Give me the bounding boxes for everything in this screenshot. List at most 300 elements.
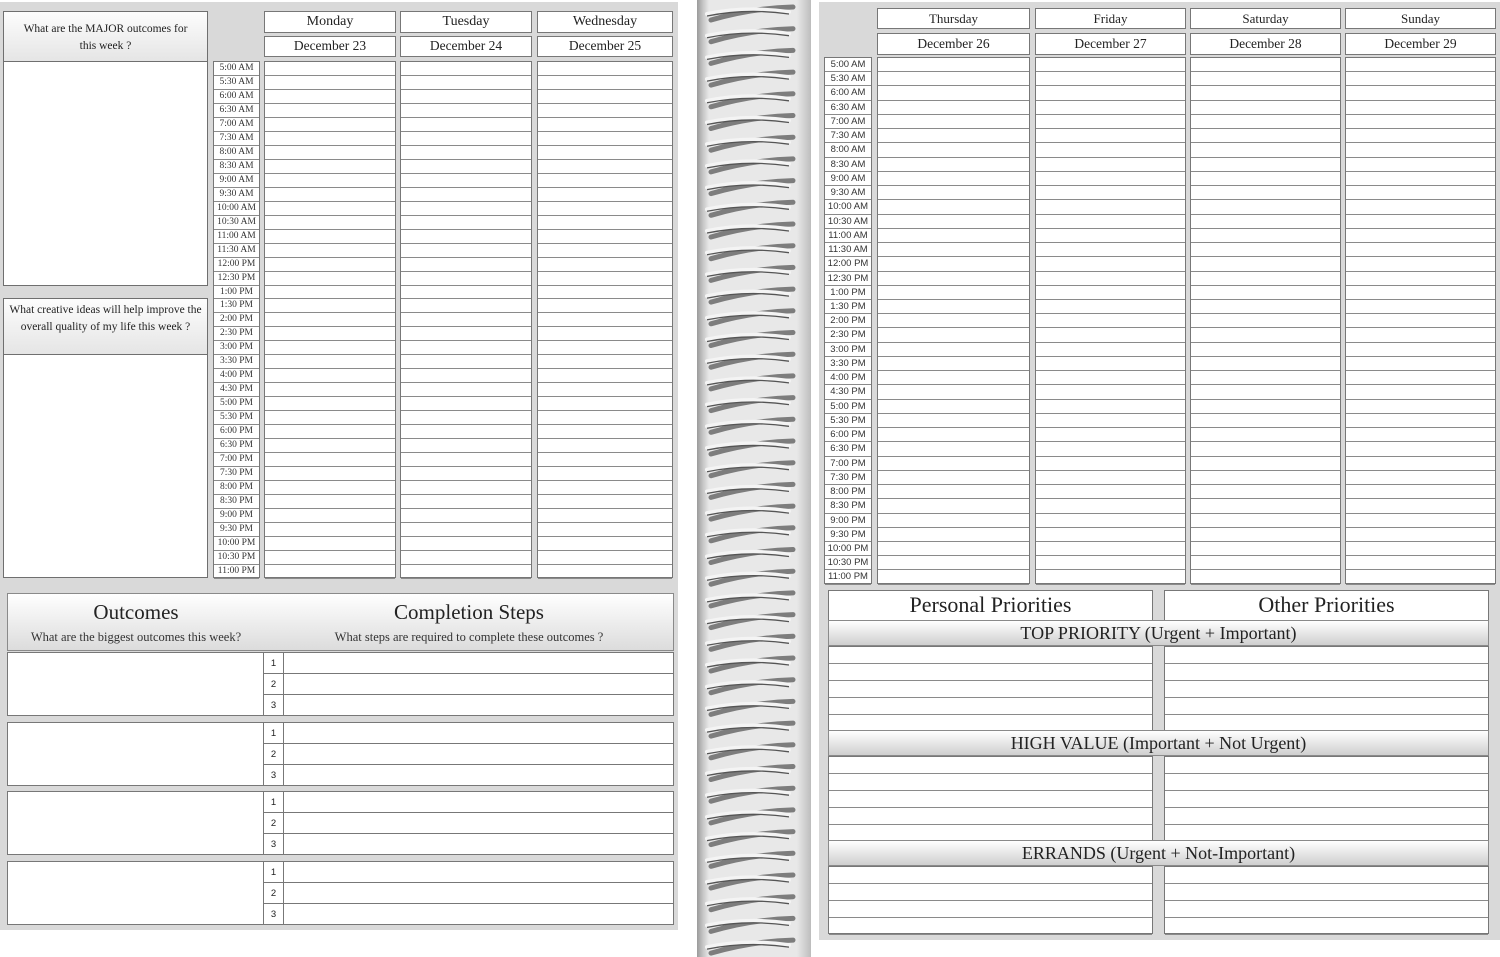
time-slot[interactable] — [1191, 229, 1340, 243]
time-slot[interactable] — [878, 485, 1029, 499]
priority-line[interactable] — [1165, 808, 1488, 825]
time-slot[interactable] — [1036, 300, 1185, 314]
time-slot[interactable] — [1036, 542, 1185, 556]
completion-step-line[interactable] — [284, 862, 673, 883]
time-slot[interactable] — [1346, 58, 1495, 72]
time-slot[interactable] — [1036, 215, 1185, 229]
sunday-schedule-column[interactable] — [1345, 57, 1496, 584]
time-slot[interactable] — [1036, 556, 1185, 570]
time-slot[interactable] — [1036, 457, 1185, 471]
time-slot[interactable] — [1191, 385, 1340, 399]
time-slot[interactable] — [1346, 357, 1495, 371]
time-slot[interactable] — [1346, 143, 1495, 157]
time-slot[interactable] — [401, 258, 531, 272]
time-slot[interactable] — [265, 188, 395, 202]
time-slot[interactable] — [878, 528, 1029, 542]
time-slot[interactable] — [1346, 72, 1495, 86]
time-slot[interactable] — [401, 230, 531, 244]
completion-step-line[interactable] — [284, 744, 673, 765]
time-slot[interactable] — [1346, 570, 1495, 584]
time-slot[interactable] — [265, 313, 395, 327]
time-slot[interactable] — [1346, 243, 1495, 257]
time-slot[interactable] — [401, 272, 531, 286]
time-slot[interactable] — [1036, 243, 1185, 257]
time-slot[interactable] — [878, 514, 1029, 528]
time-slot[interactable] — [1191, 101, 1340, 115]
time-slot[interactable] — [1346, 471, 1495, 485]
time-slot[interactable] — [538, 132, 672, 146]
time-slot[interactable] — [878, 200, 1029, 214]
personal-top-priority-lines[interactable] — [828, 646, 1153, 731]
time-slot[interactable] — [538, 467, 672, 481]
time-slot[interactable] — [1191, 485, 1340, 499]
time-slot[interactable] — [401, 299, 531, 313]
time-slot[interactable] — [265, 411, 395, 425]
completion-step-line[interactable] — [284, 813, 673, 834]
time-slot[interactable] — [265, 76, 395, 90]
time-slot[interactable] — [1346, 115, 1495, 129]
time-slot[interactable] — [265, 523, 395, 537]
priority-line[interactable] — [1165, 884, 1488, 901]
time-slot[interactable] — [1346, 385, 1495, 399]
time-slot[interactable] — [1036, 200, 1185, 214]
time-slot[interactable] — [878, 556, 1029, 570]
time-slot[interactable] — [1346, 514, 1495, 528]
time-slot[interactable] — [265, 230, 395, 244]
wednesday-schedule-column[interactable] — [537, 61, 673, 578]
time-slot[interactable] — [878, 328, 1029, 342]
time-slot[interactable] — [538, 202, 672, 216]
time-slot[interactable] — [265, 146, 395, 160]
time-slot[interactable] — [538, 327, 672, 341]
priority-line[interactable] — [829, 698, 1152, 715]
time-slot[interactable] — [878, 101, 1029, 115]
time-slot[interactable] — [1036, 129, 1185, 143]
time-slot[interactable] — [538, 104, 672, 118]
time-slot[interactable] — [538, 160, 672, 174]
time-slot[interactable] — [1191, 272, 1340, 286]
priority-line[interactable] — [1165, 664, 1488, 681]
time-slot[interactable] — [401, 62, 531, 76]
time-slot[interactable] — [265, 244, 395, 258]
outcome-field[interactable] — [8, 723, 264, 785]
completion-step-line[interactable] — [284, 904, 673, 925]
time-slot[interactable] — [1036, 86, 1185, 100]
time-slot[interactable] — [265, 286, 395, 300]
time-slot[interactable] — [1036, 172, 1185, 186]
priority-line[interactable] — [1165, 757, 1488, 774]
time-slot[interactable] — [538, 230, 672, 244]
time-slot[interactable] — [878, 442, 1029, 456]
time-slot[interactable] — [1346, 400, 1495, 414]
time-slot[interactable] — [878, 499, 1029, 513]
time-slot[interactable] — [1346, 371, 1495, 385]
time-slot[interactable] — [265, 509, 395, 523]
time-slot[interactable] — [1191, 570, 1340, 584]
time-slot[interactable] — [538, 341, 672, 355]
other-top-priority-lines[interactable] — [1164, 646, 1489, 731]
completion-step-line[interactable] — [284, 765, 673, 786]
time-slot[interactable] — [1036, 257, 1185, 271]
time-slot[interactable] — [538, 286, 672, 300]
time-slot[interactable] — [1036, 143, 1185, 157]
time-slot[interactable] — [1036, 371, 1185, 385]
time-slot[interactable] — [401, 286, 531, 300]
time-slot[interactable] — [1191, 400, 1340, 414]
time-slot[interactable] — [1346, 186, 1495, 200]
time-slot[interactable] — [1191, 257, 1340, 271]
time-slot[interactable] — [1191, 542, 1340, 556]
time-slot[interactable] — [878, 129, 1029, 143]
time-slot[interactable] — [401, 383, 531, 397]
priority-line[interactable] — [829, 884, 1152, 901]
time-slot[interactable] — [401, 160, 531, 174]
time-slot[interactable] — [1036, 414, 1185, 428]
time-slot[interactable] — [401, 90, 531, 104]
time-slot[interactable] — [401, 523, 531, 537]
time-slot[interactable] — [401, 327, 531, 341]
time-slot[interactable] — [401, 174, 531, 188]
time-slot[interactable] — [265, 397, 395, 411]
time-slot[interactable] — [1036, 442, 1185, 456]
time-slot[interactable] — [1346, 86, 1495, 100]
time-slot[interactable] — [538, 369, 672, 383]
time-slot[interactable] — [1346, 158, 1495, 172]
time-slot[interactable] — [265, 62, 395, 76]
priority-line[interactable] — [829, 681, 1152, 698]
time-slot[interactable] — [265, 565, 395, 579]
time-slot[interactable] — [538, 62, 672, 76]
time-slot[interactable] — [878, 72, 1029, 86]
time-slot[interactable] — [1191, 442, 1340, 456]
time-slot[interactable] — [538, 355, 672, 369]
time-slot[interactable] — [401, 118, 531, 132]
time-slot[interactable] — [1346, 257, 1495, 271]
time-slot[interactable] — [538, 565, 672, 579]
time-slot[interactable] — [538, 453, 672, 467]
time-slot[interactable] — [878, 357, 1029, 371]
time-slot[interactable] — [401, 537, 531, 551]
time-slot[interactable] — [878, 286, 1029, 300]
time-slot[interactable] — [1191, 528, 1340, 542]
time-slot[interactable] — [401, 202, 531, 216]
completion-step-line[interactable] — [284, 723, 673, 744]
time-slot[interactable] — [1191, 343, 1340, 357]
time-slot[interactable] — [1191, 129, 1340, 143]
time-slot[interactable] — [538, 76, 672, 90]
time-slot[interactable] — [265, 383, 395, 397]
time-slot[interactable] — [401, 369, 531, 383]
priority-line[interactable] — [1165, 698, 1488, 715]
time-slot[interactable] — [538, 258, 672, 272]
time-slot[interactable] — [265, 355, 395, 369]
time-slot[interactable] — [1036, 101, 1185, 115]
outcome-field[interactable] — [8, 862, 264, 924]
time-slot[interactable] — [1191, 328, 1340, 342]
time-slot[interactable] — [538, 146, 672, 160]
time-slot[interactable] — [401, 104, 531, 118]
time-slot[interactable] — [1346, 499, 1495, 513]
time-slot[interactable] — [878, 257, 1029, 271]
time-slot[interactable] — [878, 542, 1029, 556]
priority-line[interactable] — [829, 647, 1152, 664]
time-slot[interactable] — [1191, 72, 1340, 86]
time-slot[interactable] — [265, 369, 395, 383]
time-slot[interactable] — [1036, 186, 1185, 200]
time-slot[interactable] — [401, 565, 531, 579]
time-slot[interactable] — [1191, 514, 1340, 528]
time-slot[interactable] — [265, 104, 395, 118]
time-slot[interactable] — [878, 428, 1029, 442]
time-slot[interactable] — [1191, 58, 1340, 72]
time-slot[interactable] — [878, 471, 1029, 485]
time-slot[interactable] — [538, 216, 672, 230]
time-slot[interactable] — [265, 90, 395, 104]
time-slot[interactable] — [401, 341, 531, 355]
time-slot[interactable] — [401, 216, 531, 230]
time-slot[interactable] — [1191, 499, 1340, 513]
time-slot[interactable] — [538, 523, 672, 537]
time-slot[interactable] — [1191, 172, 1340, 186]
time-slot[interactable] — [878, 186, 1029, 200]
time-slot[interactable] — [538, 481, 672, 495]
time-slot[interactable] — [265, 272, 395, 286]
time-slot[interactable] — [878, 314, 1029, 328]
time-slot[interactable] — [1191, 371, 1340, 385]
time-slot[interactable] — [538, 425, 672, 439]
time-slot[interactable] — [265, 327, 395, 341]
priority-line[interactable] — [829, 791, 1152, 808]
priority-line[interactable] — [829, 664, 1152, 681]
time-slot[interactable] — [265, 216, 395, 230]
priority-line[interactable] — [829, 918, 1152, 935]
time-slot[interactable] — [1036, 58, 1185, 72]
time-slot[interactable] — [265, 118, 395, 132]
priority-line[interactable] — [829, 774, 1152, 791]
time-slot[interactable] — [538, 174, 672, 188]
time-slot[interactable] — [1346, 229, 1495, 243]
time-slot[interactable] — [878, 229, 1029, 243]
time-slot[interactable] — [538, 551, 672, 565]
time-slot[interactable] — [538, 90, 672, 104]
time-slot[interactable] — [401, 481, 531, 495]
time-slot[interactable] — [401, 453, 531, 467]
completion-step-line[interactable] — [284, 834, 673, 855]
time-slot[interactable] — [401, 509, 531, 523]
time-slot[interactable] — [1191, 556, 1340, 570]
time-slot[interactable] — [265, 299, 395, 313]
time-slot[interactable] — [1191, 300, 1340, 314]
time-slot[interactable] — [1346, 442, 1495, 456]
time-slot[interactable] — [401, 551, 531, 565]
time-slot[interactable] — [538, 118, 672, 132]
priority-line[interactable] — [1165, 867, 1488, 884]
priority-line[interactable] — [829, 808, 1152, 825]
priority-line[interactable] — [1165, 901, 1488, 918]
time-slot[interactable] — [1346, 200, 1495, 214]
time-slot[interactable] — [1346, 328, 1495, 342]
priority-line[interactable] — [1165, 791, 1488, 808]
time-slot[interactable] — [1346, 485, 1495, 499]
time-slot[interactable] — [1346, 286, 1495, 300]
time-slot[interactable] — [265, 453, 395, 467]
time-slot[interactable] — [878, 400, 1029, 414]
time-slot[interactable] — [1036, 471, 1185, 485]
time-slot[interactable] — [265, 439, 395, 453]
time-slot[interactable] — [401, 244, 531, 258]
time-slot[interactable] — [1036, 72, 1185, 86]
priority-line[interactable] — [1165, 681, 1488, 698]
time-slot[interactable] — [878, 158, 1029, 172]
time-slot[interactable] — [1346, 414, 1495, 428]
priority-line[interactable] — [829, 901, 1152, 918]
time-slot[interactable] — [1346, 343, 1495, 357]
time-slot[interactable] — [265, 467, 395, 481]
time-slot[interactable] — [1191, 215, 1340, 229]
time-slot[interactable] — [1036, 343, 1185, 357]
time-slot[interactable] — [538, 272, 672, 286]
time-slot[interactable] — [1036, 158, 1185, 172]
time-slot[interactable] — [1346, 556, 1495, 570]
time-slot[interactable] — [878, 385, 1029, 399]
time-slot[interactable] — [1191, 471, 1340, 485]
time-slot[interactable] — [1346, 101, 1495, 115]
time-slot[interactable] — [265, 537, 395, 551]
saturday-schedule-column[interactable] — [1190, 57, 1341, 584]
time-slot[interactable] — [401, 76, 531, 90]
completion-step-line[interactable] — [284, 695, 673, 716]
time-slot[interactable] — [1346, 129, 1495, 143]
completion-step-line[interactable] — [284, 674, 673, 695]
time-slot[interactable] — [1346, 215, 1495, 229]
time-slot[interactable] — [1191, 414, 1340, 428]
time-slot[interactable] — [265, 258, 395, 272]
time-slot[interactable] — [878, 371, 1029, 385]
completion-step-line[interactable] — [284, 883, 673, 904]
tuesday-schedule-column[interactable] — [400, 61, 532, 578]
time-slot[interactable] — [401, 467, 531, 481]
time-slot[interactable] — [401, 188, 531, 202]
time-slot[interactable] — [401, 146, 531, 160]
time-slot[interactable] — [265, 341, 395, 355]
time-slot[interactable] — [878, 172, 1029, 186]
time-slot[interactable] — [1191, 286, 1340, 300]
time-slot[interactable] — [1036, 570, 1185, 584]
time-slot[interactable] — [1036, 428, 1185, 442]
time-slot[interactable] — [538, 495, 672, 509]
time-slot[interactable] — [1036, 528, 1185, 542]
time-slot[interactable] — [538, 383, 672, 397]
time-slot[interactable] — [538, 188, 672, 202]
time-slot[interactable] — [538, 244, 672, 258]
time-slot[interactable] — [538, 397, 672, 411]
time-slot[interactable] — [1191, 357, 1340, 371]
time-slot[interactable] — [1191, 243, 1340, 257]
priority-line[interactable] — [829, 867, 1152, 884]
outcome-field[interactable] — [8, 792, 264, 854]
time-slot[interactable] — [265, 425, 395, 439]
time-slot[interactable] — [401, 439, 531, 453]
time-slot[interactable] — [1191, 428, 1340, 442]
time-slot[interactable] — [401, 411, 531, 425]
time-slot[interactable] — [1036, 400, 1185, 414]
completion-step-line[interactable] — [284, 653, 673, 674]
time-slot[interactable] — [878, 243, 1029, 257]
time-slot[interactable] — [1191, 158, 1340, 172]
priority-line[interactable] — [829, 757, 1152, 774]
monday-schedule-column[interactable] — [264, 61, 396, 578]
time-slot[interactable] — [538, 509, 672, 523]
time-slot[interactable] — [265, 132, 395, 146]
time-slot[interactable] — [1346, 542, 1495, 556]
creative-ideas-box[interactable] — [3, 298, 208, 578]
time-slot[interactable] — [1036, 328, 1185, 342]
time-slot[interactable] — [401, 425, 531, 439]
time-slot[interactable] — [401, 355, 531, 369]
thursday-schedule-column[interactable] — [877, 57, 1030, 584]
other-high-value-lines[interactable] — [1164, 756, 1489, 841]
friday-schedule-column[interactable] — [1035, 57, 1186, 584]
time-slot[interactable] — [1036, 499, 1185, 513]
time-slot[interactable] — [878, 86, 1029, 100]
time-slot[interactable] — [878, 343, 1029, 357]
time-slot[interactable] — [1191, 143, 1340, 157]
time-slot[interactable] — [1036, 385, 1185, 399]
personal-errands-lines[interactable] — [828, 866, 1153, 934]
time-slot[interactable] — [538, 299, 672, 313]
time-slot[interactable] — [538, 411, 672, 425]
time-slot[interactable] — [878, 570, 1029, 584]
time-slot[interactable] — [878, 215, 1029, 229]
time-slot[interactable] — [1346, 300, 1495, 314]
time-slot[interactable] — [1036, 514, 1185, 528]
time-slot[interactable] — [1346, 428, 1495, 442]
time-slot[interactable] — [1346, 457, 1495, 471]
time-slot[interactable] — [265, 160, 395, 174]
major-outcomes-box[interactable] — [3, 11, 208, 286]
time-slot[interactable] — [265, 202, 395, 216]
time-slot[interactable] — [265, 481, 395, 495]
time-slot[interactable] — [1346, 314, 1495, 328]
time-slot[interactable] — [538, 439, 672, 453]
completion-step-line[interactable] — [284, 792, 673, 813]
time-slot[interactable] — [1346, 528, 1495, 542]
time-slot[interactable] — [401, 397, 531, 411]
time-slot[interactable] — [1346, 272, 1495, 286]
personal-high-value-lines[interactable] — [828, 756, 1153, 841]
time-slot[interactable] — [1191, 86, 1340, 100]
time-slot[interactable] — [1036, 286, 1185, 300]
time-slot[interactable] — [1036, 272, 1185, 286]
time-slot[interactable] — [538, 313, 672, 327]
time-slot[interactable] — [1191, 457, 1340, 471]
time-slot[interactable] — [1346, 172, 1495, 186]
time-slot[interactable] — [1191, 314, 1340, 328]
time-slot[interactable] — [1036, 314, 1185, 328]
time-slot[interactable] — [265, 551, 395, 565]
time-slot[interactable] — [265, 174, 395, 188]
time-slot[interactable] — [1036, 115, 1185, 129]
time-slot[interactable] — [1191, 186, 1340, 200]
outcome-field[interactable] — [8, 653, 264, 715]
time-slot[interactable] — [878, 58, 1029, 72]
time-slot[interactable] — [538, 537, 672, 551]
time-slot[interactable] — [878, 115, 1029, 129]
priority-line[interactable] — [1165, 774, 1488, 791]
time-slot[interactable] — [1036, 229, 1185, 243]
time-slot[interactable] — [878, 457, 1029, 471]
priority-line[interactable] — [1165, 647, 1488, 664]
